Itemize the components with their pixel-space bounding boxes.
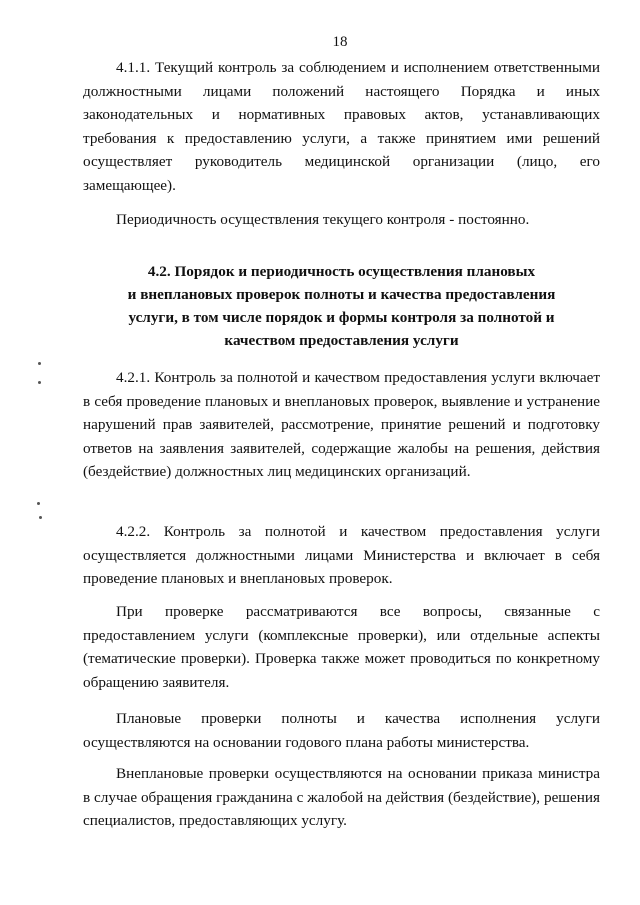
scan-speck	[39, 516, 42, 519]
section-heading-line: и внеплановых проверок полноты и качества предоставления	[127, 286, 556, 303]
section-heading-4-2	[83, 260, 600, 352]
scan-speck	[37, 502, 40, 505]
scan-speck	[38, 362, 41, 365]
paragraph-inspection-scope: При проверке рассматриваются все вопросы, связанные с предоставлением услуги (комплексные проверки), или отдельные аспекты (тематические проверки). Проверка также может проводиться по конкретному обращению заявителя.	[83, 603, 600, 691]
paragraph-4-2-2: 4.2.2. Контроль за полнотой и качеством предоставления услуги осуществляется должностными лицами Министерства и включает в себя проведение плановых и внеплановых проверок.	[83, 523, 600, 587]
paragraph-unplanned-inspections: Внеплановые проверки осуществляются на основании приказа министра в случае обращения гражданина с жалобой на действия (бездействие), решения специалистов, предоставляющих услугу.	[83, 765, 600, 829]
page-number: 18	[332, 34, 348, 50]
section-heading-line: услуги, в том числе порядок и формы контроля за полнотой и	[128, 309, 555, 326]
paragraph-4-1-1: 4.1.1. Текущий контроль за соблюдением и исполнением ответственными должностными лицами положений настоящего Порядка и иных законодательных и нормативных правовых актов, устанавливающих требования к предоставлению услуги, а также принятием ими решений осуществляет руководитель медицинской организации (лицо, его замещающее).	[83, 59, 600, 194]
scan-speck	[38, 381, 41, 384]
paragraph-4-2-1: 4.2.1. Контроль за полнотой и качеством предоставления услуги включает в себя проведение плановых и внеплановых проверок, выявление и устранение нарушений прав заявителей, рассмотрение, принятие решений и подготовку ответов на заявления заявителей, содержащие жалобы на решения, действия (бездействие) должностных лиц медицинских организаций.	[83, 369, 600, 480]
paragraph-periodicity: Периодичность осуществления текущего контроля - постоянно.	[116, 211, 530, 228]
section-heading-line: 4.2. Порядок и периодичность осуществления плановых	[147, 263, 536, 280]
section-heading-line: качеством предоставления услуги	[224, 332, 459, 349]
paragraph-planned-inspections: Плановые проверки полноты и качества исполнения услуги осуществляются на основании годового плана работы министерства.	[83, 710, 600, 751]
